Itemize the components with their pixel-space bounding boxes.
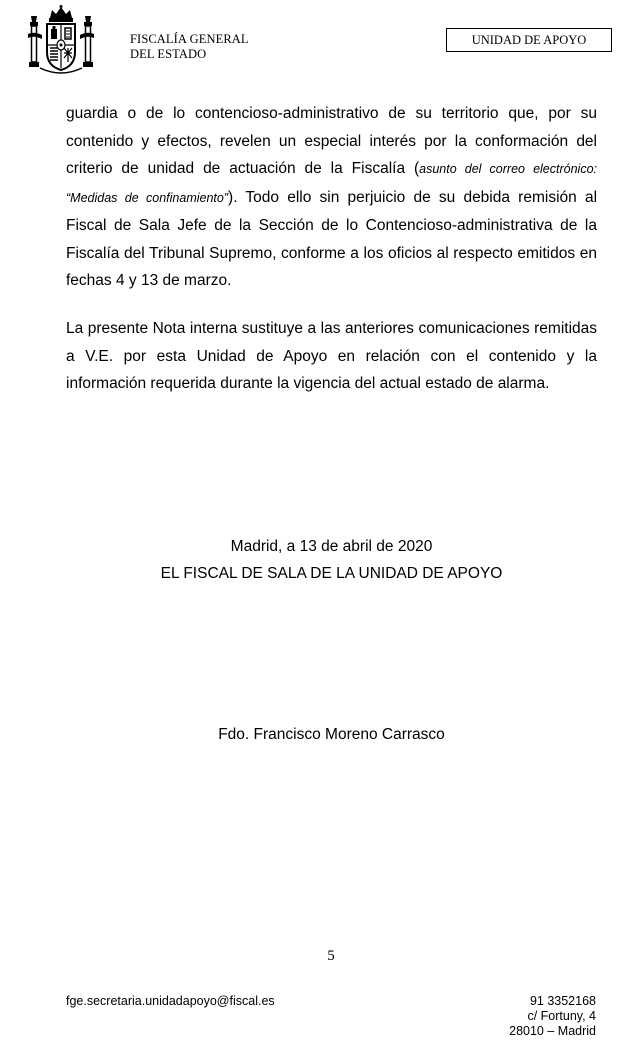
footer-address	[509, 994, 596, 1039]
organization-name	[130, 32, 249, 62]
footer-email: fge.secretaria.unidadapoyo@fiscal.es	[66, 994, 275, 1008]
paragraph-1-italic-note: asunto del correo electrónico: “Medidas de confinamiento”	[66, 162, 597, 205]
signatory-role: EL FISCAL DE SALA DE LA UNIDAD DE APOYO	[160, 565, 503, 582]
signature-line: Fdo. Francisco Moreno Carrasco	[218, 726, 445, 743]
coat-of-arms-of-spain-icon	[24, 4, 98, 76]
body-paragraph-2: La presente Nota interna sustituye a las anteriores comunicaciones remitidas a V.E. por esta Unidad de Apoyo en relación con el contenido y la información requerida durante la vigencia del actual estado de alarma.	[66, 320, 597, 392]
footer-street: c/ Fortuny, 4	[527, 1009, 596, 1023]
body-paragraph-1	[66, 100, 597, 295]
paragraph-1-text-b: ). Todo ello sin perjuicio de su debida remisión al Fiscal de Sala Jefe de la Sección de lo Contencioso-administrativa de la Fiscalía del Tribunal Supremo, conforme a los oficios al respecto emitidos en fechas 4 y 13 de marzo.	[66, 188, 598, 289]
place-and-date: Madrid, a 13 de abril de 2020	[230, 538, 433, 555]
unit-label-box: UNIDAD DE APOYO	[446, 28, 612, 52]
paragraph-1-text-a: guardia o de lo contencioso-administrativo de su territorio que, por su contenido y efectos, revelen un especial interés por la conformación del criterio de unidad de actuación de la Fiscalía (	[66, 105, 597, 177]
page-number: 5	[327, 948, 335, 964]
footer-city: 28010 – Madrid	[509, 1024, 596, 1038]
organization-name-line1: FISCALÍA GENERAL	[130, 32, 249, 46]
footer-phone: 91 3352168	[529, 994, 596, 1008]
organization-name-line2: DEL ESTADO	[130, 47, 207, 61]
